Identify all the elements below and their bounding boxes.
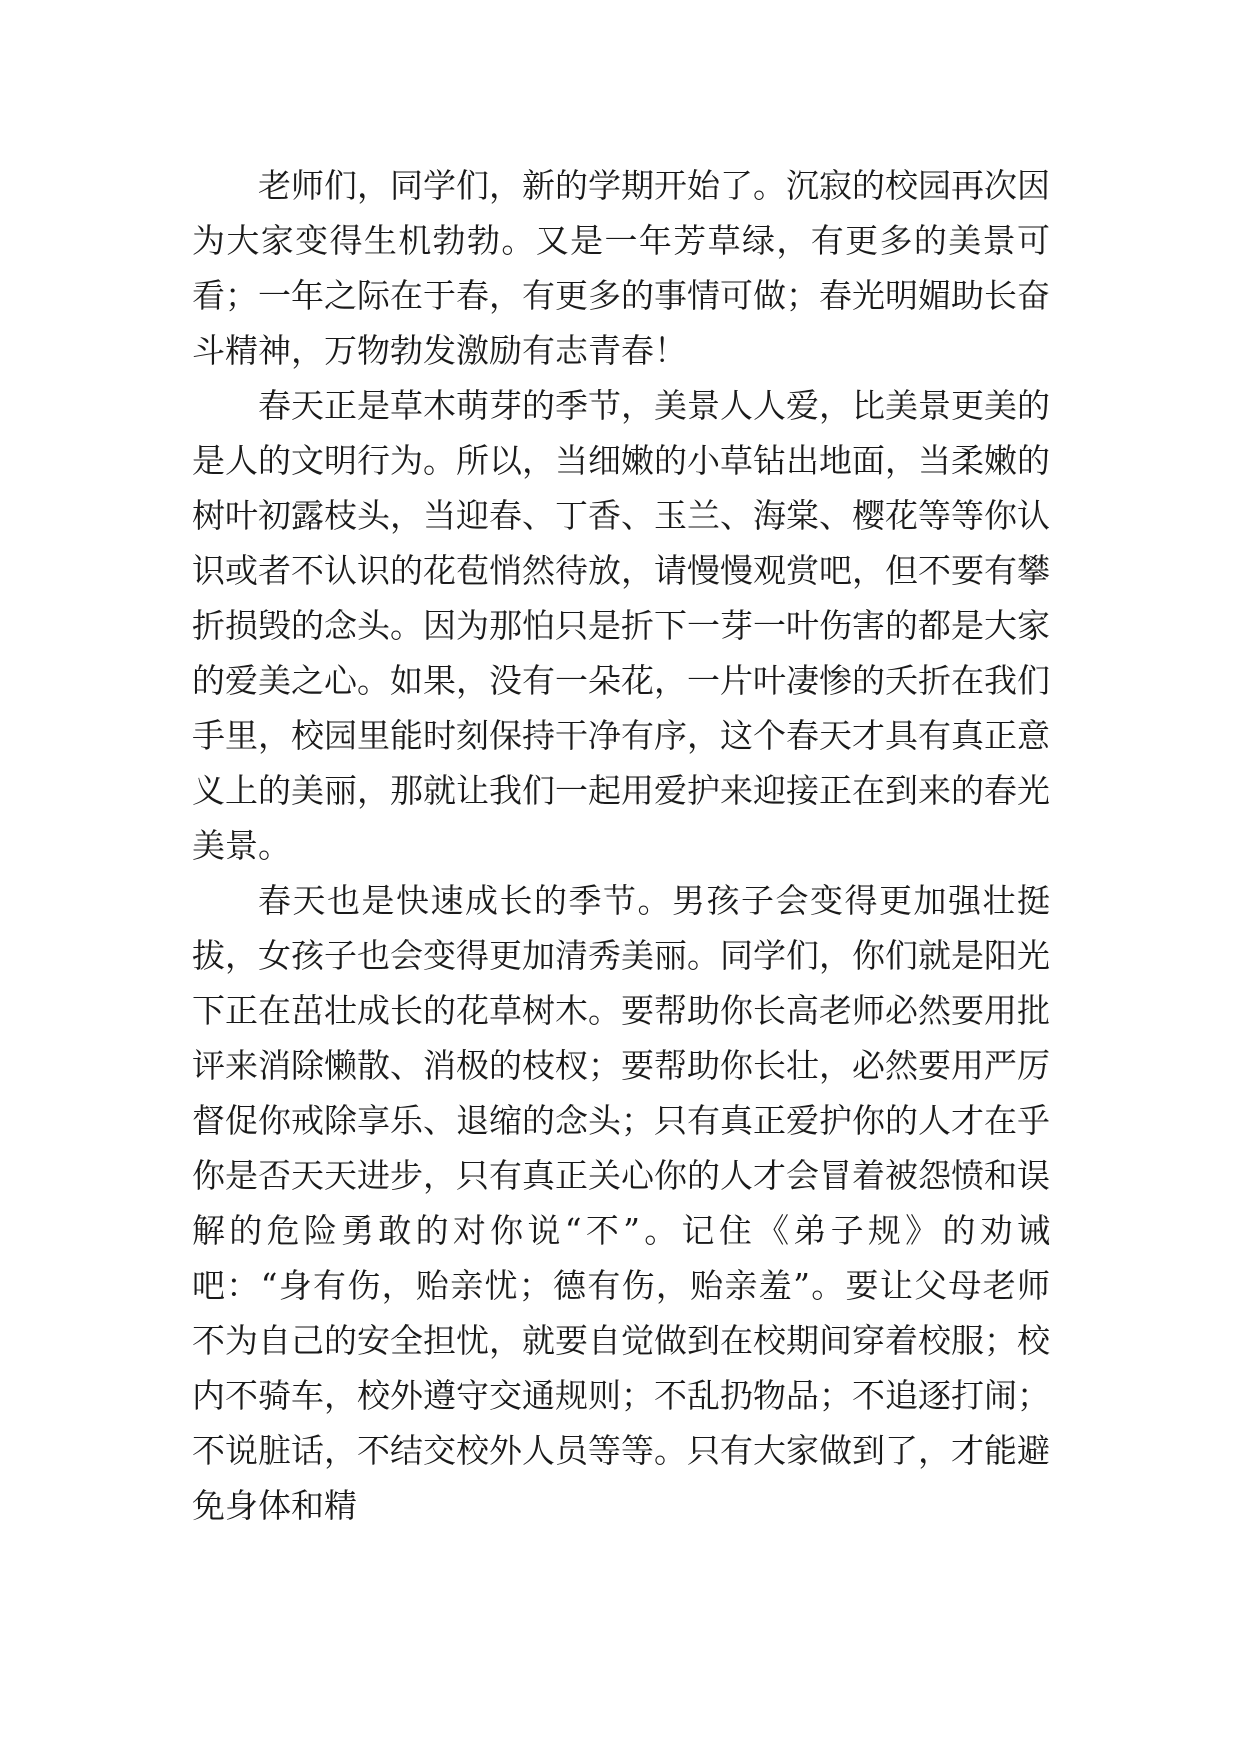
document-body	[192, 158, 1050, 1533]
paragraph-2: 春天正是草木萌芽的季节，美景人人爱，比美景更美的是人的文明行为。所以，当细嫩的小草钻出地面，当柔嫩的树叶初露枝头，当迎春、丁香、玉兰、海棠、樱花等等你认识或者不认识的花苞悄然待放，请慢慢观赏吧，但不要有攀折损毁的念头。因为那怕只是折下一芽一叶伤害的都是大家的爱美之心。如果，没有一朵花，一片叶凄惨的夭折在我们手里，校园里能时刻保持干净有序，这个春天才具有真正意义上的美丽，那就让我们一起用爱护来迎接正在到来的春光美景。	[192, 386, 1050, 865]
paragraph-1: 老师们，同学们，新的学期开始了。沉寂的校园再次因为大家变得生机勃勃。又是一年芳草绿，有更多的美景可看；一年之际在于春，有更多的事情可做；春光明媚助长奋斗精神，万物勃发激励有志青春！	[192, 166, 1050, 370]
paragraph-3: 春天也是快速成长的季节。男孩子会变得更加强壮挺拔，女孩子也会变得更加清秀美丽。同学们，你们就是阳光下正在茁壮成长的花草树木。要帮助你长高老师必然要用批评来消除懒散、消极的枝杈；要帮助你长壮，必然要用严厉督促你戒除享乐、退缩的念头；只有真正爱护你的人才在乎你是否天天进步，只有真正关心你的人才会冒着被怨愤和误解的危险勇敢的对你说“不”。记住《弟子规》的劝诫吧：“身有伤，贻亲忧；德有伤，贻亲羞”。要让父母老师不为自己的安全担忧，就要自觉做到在校期间穿着校服；校内不骑车，校外遵守交通规则；不乱扔物品；不追逐打闹；不说脏话，不结交校外人员等等。只有大家做到了，才能避免身体和精	[192, 881, 1050, 1525]
